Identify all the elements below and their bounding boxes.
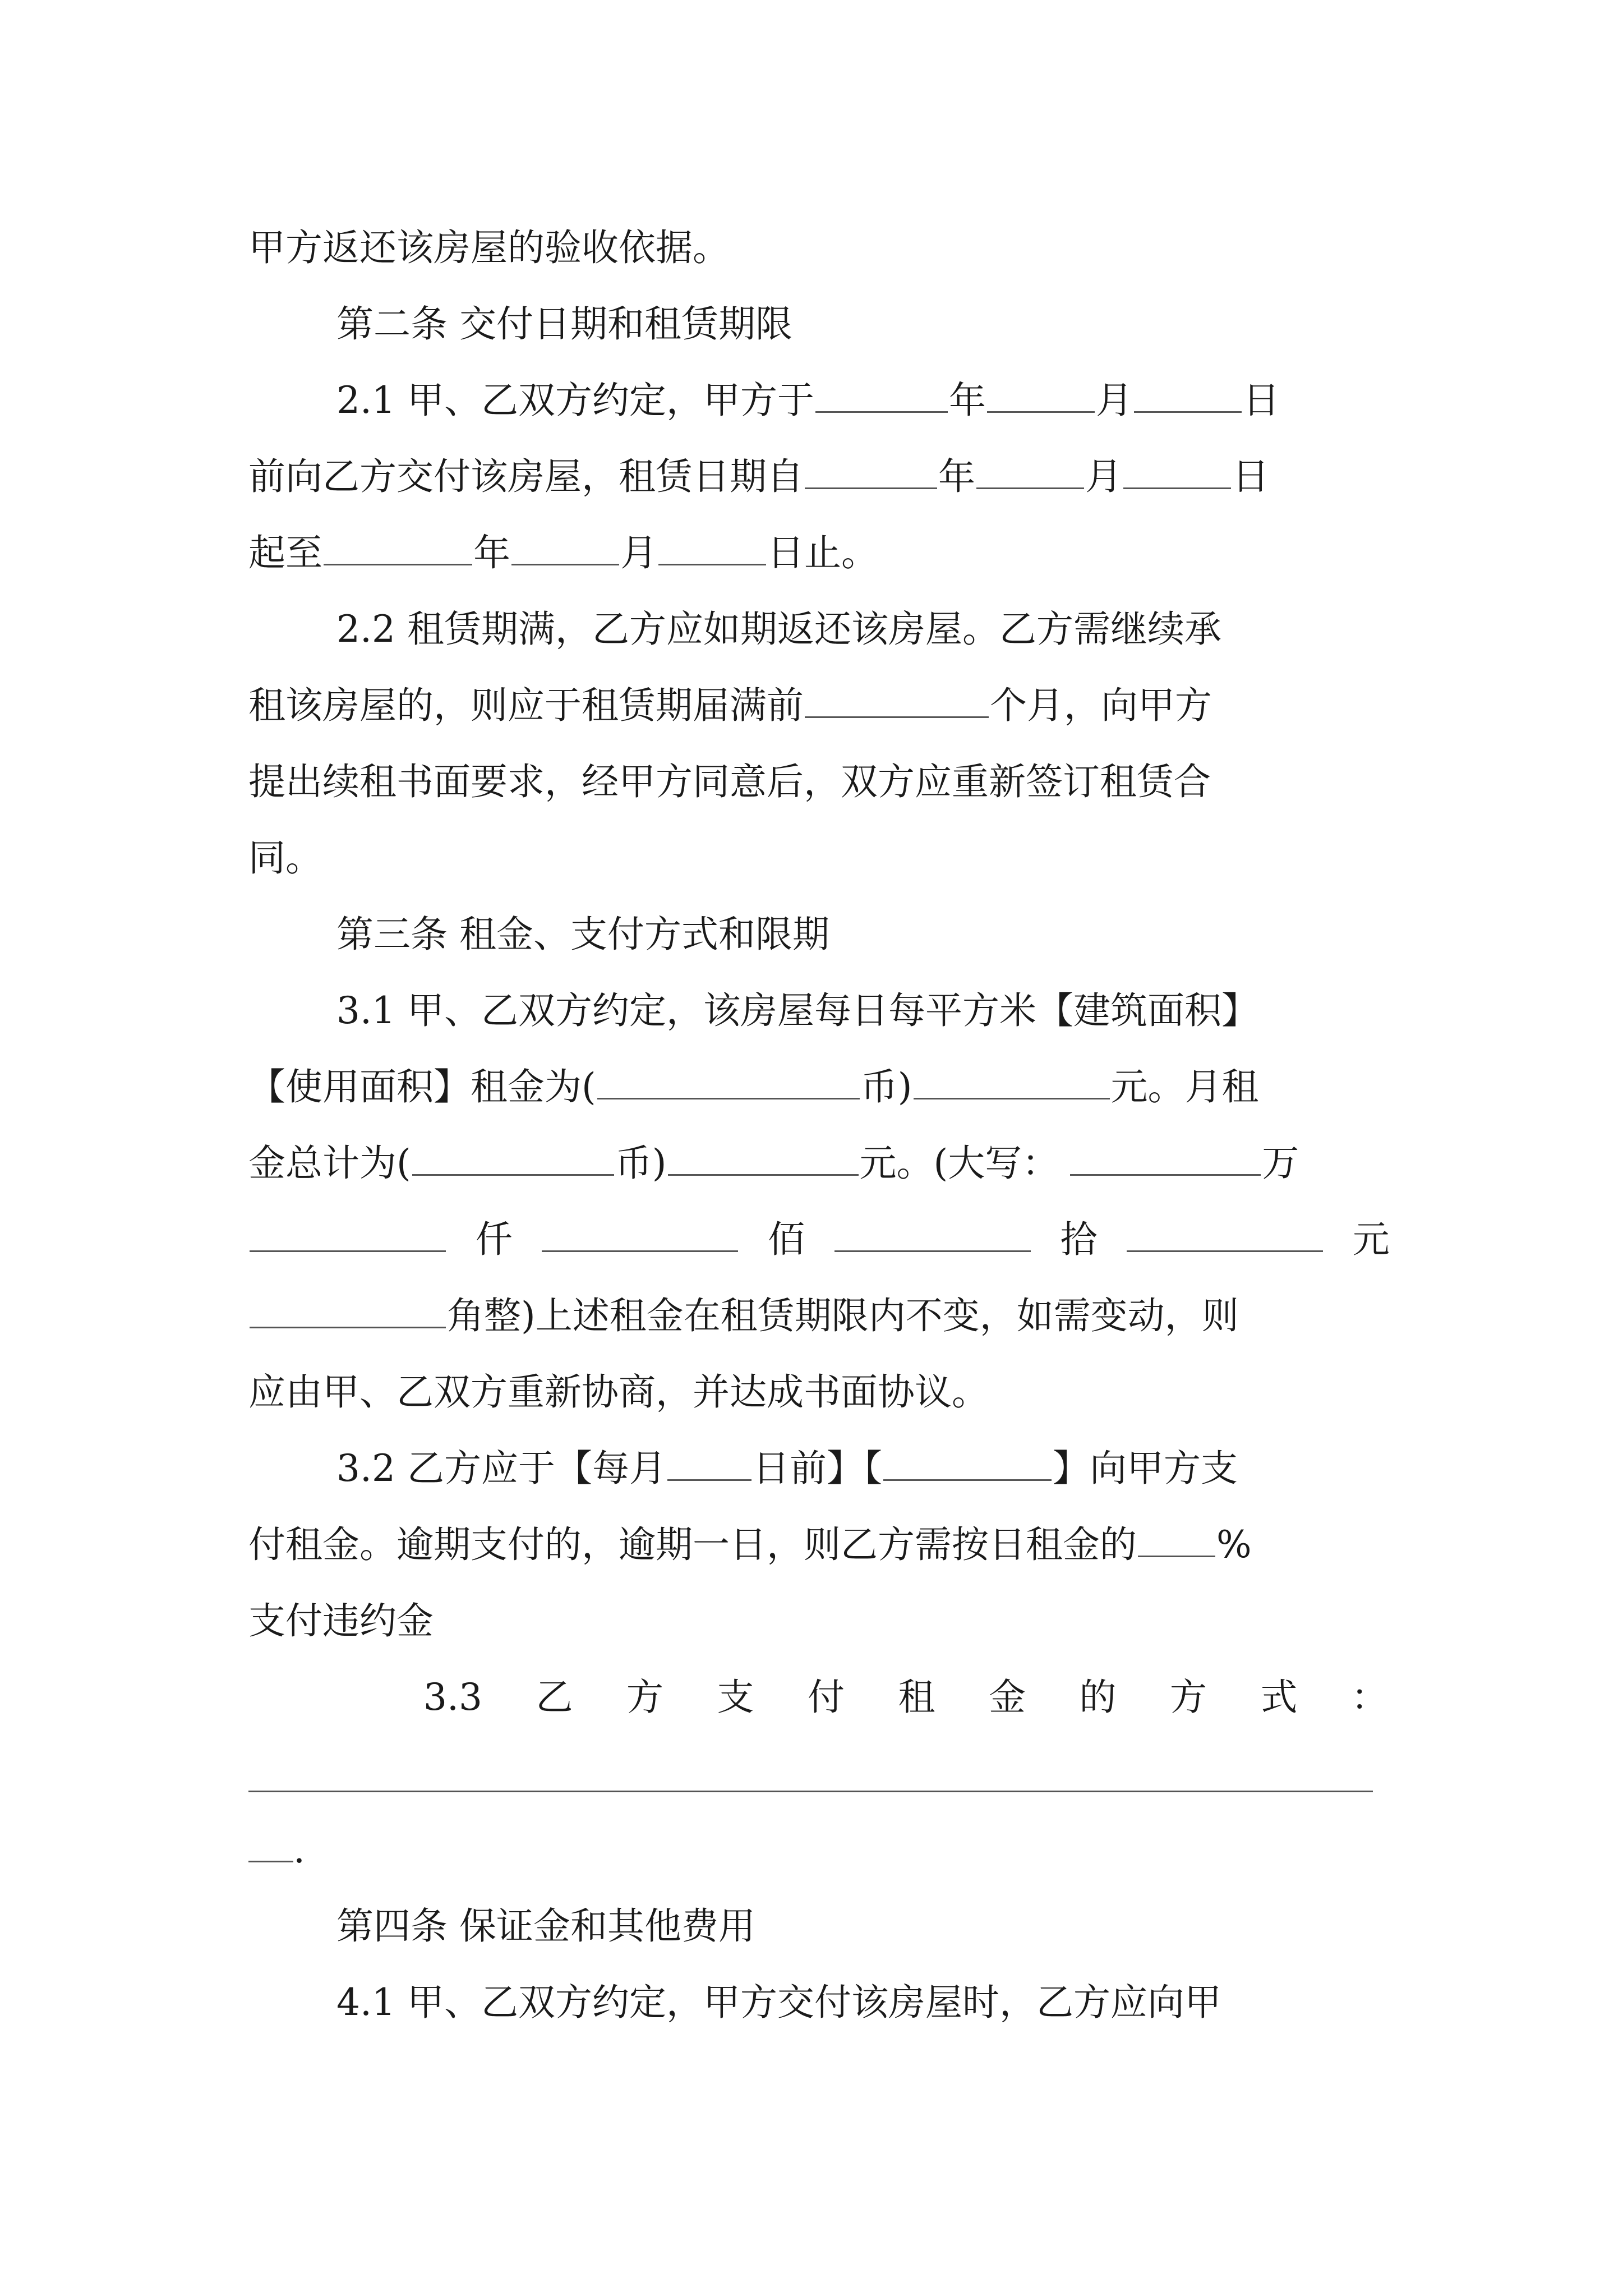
jiao-blank[interactable]	[250, 1293, 446, 1328]
line-word: 租	[898, 1676, 935, 1719]
line-text: 日	[1242, 379, 1280, 422]
wan-blank[interactable]	[1070, 1140, 1261, 1176]
text-line: 提出续租书面要求，经甲方同意后，双方应重新签订租赁合	[248, 760, 1211, 803]
line-word: 付	[807, 1676, 845, 1719]
text-line	[248, 1822, 1390, 1878]
text-line	[248, 449, 1390, 505]
currency-blank[interactable]	[412, 1140, 614, 1176]
line-text: .	[293, 1828, 305, 1871]
line-text: 拾	[1060, 1218, 1098, 1261]
line-word: 金	[988, 1676, 1026, 1719]
line-text: 3.2 乙方应于【每月	[336, 1447, 666, 1490]
line-word: 式	[1260, 1676, 1298, 1719]
text-line	[336, 372, 1390, 429]
text-line	[336, 1441, 1390, 1497]
amount-blank[interactable]	[914, 1064, 1110, 1099]
year-blank[interactable]	[805, 454, 937, 489]
text-line	[248, 525, 1390, 581]
line-word: 支	[717, 1676, 754, 1719]
line-text: 佰	[768, 1218, 805, 1261]
month-blank[interactable]	[987, 378, 1095, 413]
line-text: 年	[938, 455, 975, 498]
line-text: 币)	[615, 1142, 667, 1185]
day-blank[interactable]	[658, 530, 766, 565]
line-text: 元。月租	[1110, 1065, 1259, 1108]
line-text: 年	[473, 531, 510, 574]
line-word: 乙	[536, 1676, 573, 1719]
line-text: 】向甲方支	[1052, 1447, 1238, 1490]
line-text: 万	[1262, 1142, 1299, 1185]
line-text: 角整)上述租金在租赁期限内不变，如需变动，则	[447, 1294, 1239, 1337]
text-line: 3.1 甲、乙双方约定，该房屋每日每平方米【建筑面积】	[336, 989, 1258, 1032]
payment-method-blank[interactable]	[248, 1791, 1373, 1792]
line-word: 方	[1169, 1676, 1207, 1719]
day-blank[interactable]	[667, 1446, 751, 1481]
line-text: 【使用面积】租金为(	[248, 1065, 596, 1108]
line-text: 租该房屋的，则应于租赁期届满前	[248, 684, 804, 727]
currency-blank[interactable]	[597, 1064, 860, 1099]
percent-blank[interactable]	[1138, 1522, 1215, 1557]
text-line: 4.1 甲、乙双方约定，甲方交付该房屋时，乙方应向甲	[336, 1981, 1221, 2024]
amount-blank[interactable]	[668, 1140, 859, 1176]
line-text: 元	[1352, 1218, 1390, 1261]
text-line: 支付违约金	[248, 1599, 434, 1642]
line-text: 起至	[248, 531, 322, 574]
line-text: 元。(大写：	[859, 1142, 1059, 1185]
text-line	[248, 678, 1390, 734]
text-line: 同。	[248, 836, 322, 880]
day-blank[interactable]	[1134, 378, 1242, 413]
line-text: 日	[1232, 455, 1269, 498]
text-line: 应由甲、乙双方重新协商，并达成书面协议。	[248, 1370, 989, 1414]
text-line	[423, 1669, 1388, 1726]
line-word: ：	[1350, 1676, 1388, 1719]
other-term-blank[interactable]	[883, 1446, 1052, 1481]
text-line: 甲方返还该房屋的验收依据。	[248, 226, 730, 269]
line-text: 日前】【	[752, 1447, 882, 1490]
line-text: 月	[1085, 455, 1122, 498]
line-word: 的	[1079, 1676, 1117, 1719]
line-word: 方	[626, 1676, 663, 1719]
text-line	[248, 1288, 1390, 1344]
year-blank[interactable]	[815, 378, 948, 413]
line-word: 3.3	[423, 1676, 482, 1719]
shi-blank[interactable]	[834, 1217, 1031, 1252]
text-line: 2.2 租赁期满，乙方应如期返还该房屋。乙方需继续承	[336, 608, 1221, 651]
line-text: 月	[620, 531, 657, 574]
month-blank[interactable]	[976, 454, 1084, 489]
day-blank[interactable]	[1123, 454, 1231, 489]
line-text: 币)	[860, 1065, 912, 1108]
article-heading: 第三条 租金、支付方式和限期	[336, 913, 829, 956]
line-text: 个月，向甲方	[990, 684, 1212, 727]
text-line	[248, 1517, 1390, 1573]
line-text: 日止。	[767, 531, 878, 574]
text-line	[248, 1135, 1390, 1191]
line-text: 月	[1095, 379, 1133, 422]
yuan-blank[interactable]	[1127, 1217, 1323, 1252]
text-line	[248, 1059, 1390, 1115]
line-text: 2.1 甲、乙双方约定，甲方于	[336, 379, 814, 422]
line-text: 仟	[475, 1218, 513, 1261]
year-blank[interactable]	[324, 530, 472, 565]
months-blank[interactable]	[805, 683, 989, 718]
line-text: %	[1216, 1523, 1252, 1566]
qian-blank[interactable]	[250, 1217, 446, 1252]
payment-method-blank-end[interactable]	[248, 1827, 293, 1862]
line-text: 金总计为(	[248, 1142, 411, 1185]
bai-blank[interactable]	[542, 1217, 738, 1252]
month-blank[interactable]	[511, 530, 619, 565]
line-text: 付租金。逾期支付的，逾期一日，则乙方需按日租金的	[248, 1523, 1137, 1566]
line-text: 年	[948, 379, 986, 422]
text-line	[248, 1212, 1390, 1268]
article-heading: 第二条 交付日期和租赁期限	[336, 302, 792, 346]
article-heading: 第四条 保证金和其他费用	[336, 1904, 755, 1948]
line-text: 前向乙方交付该房屋，租赁日期自	[248, 455, 804, 498]
